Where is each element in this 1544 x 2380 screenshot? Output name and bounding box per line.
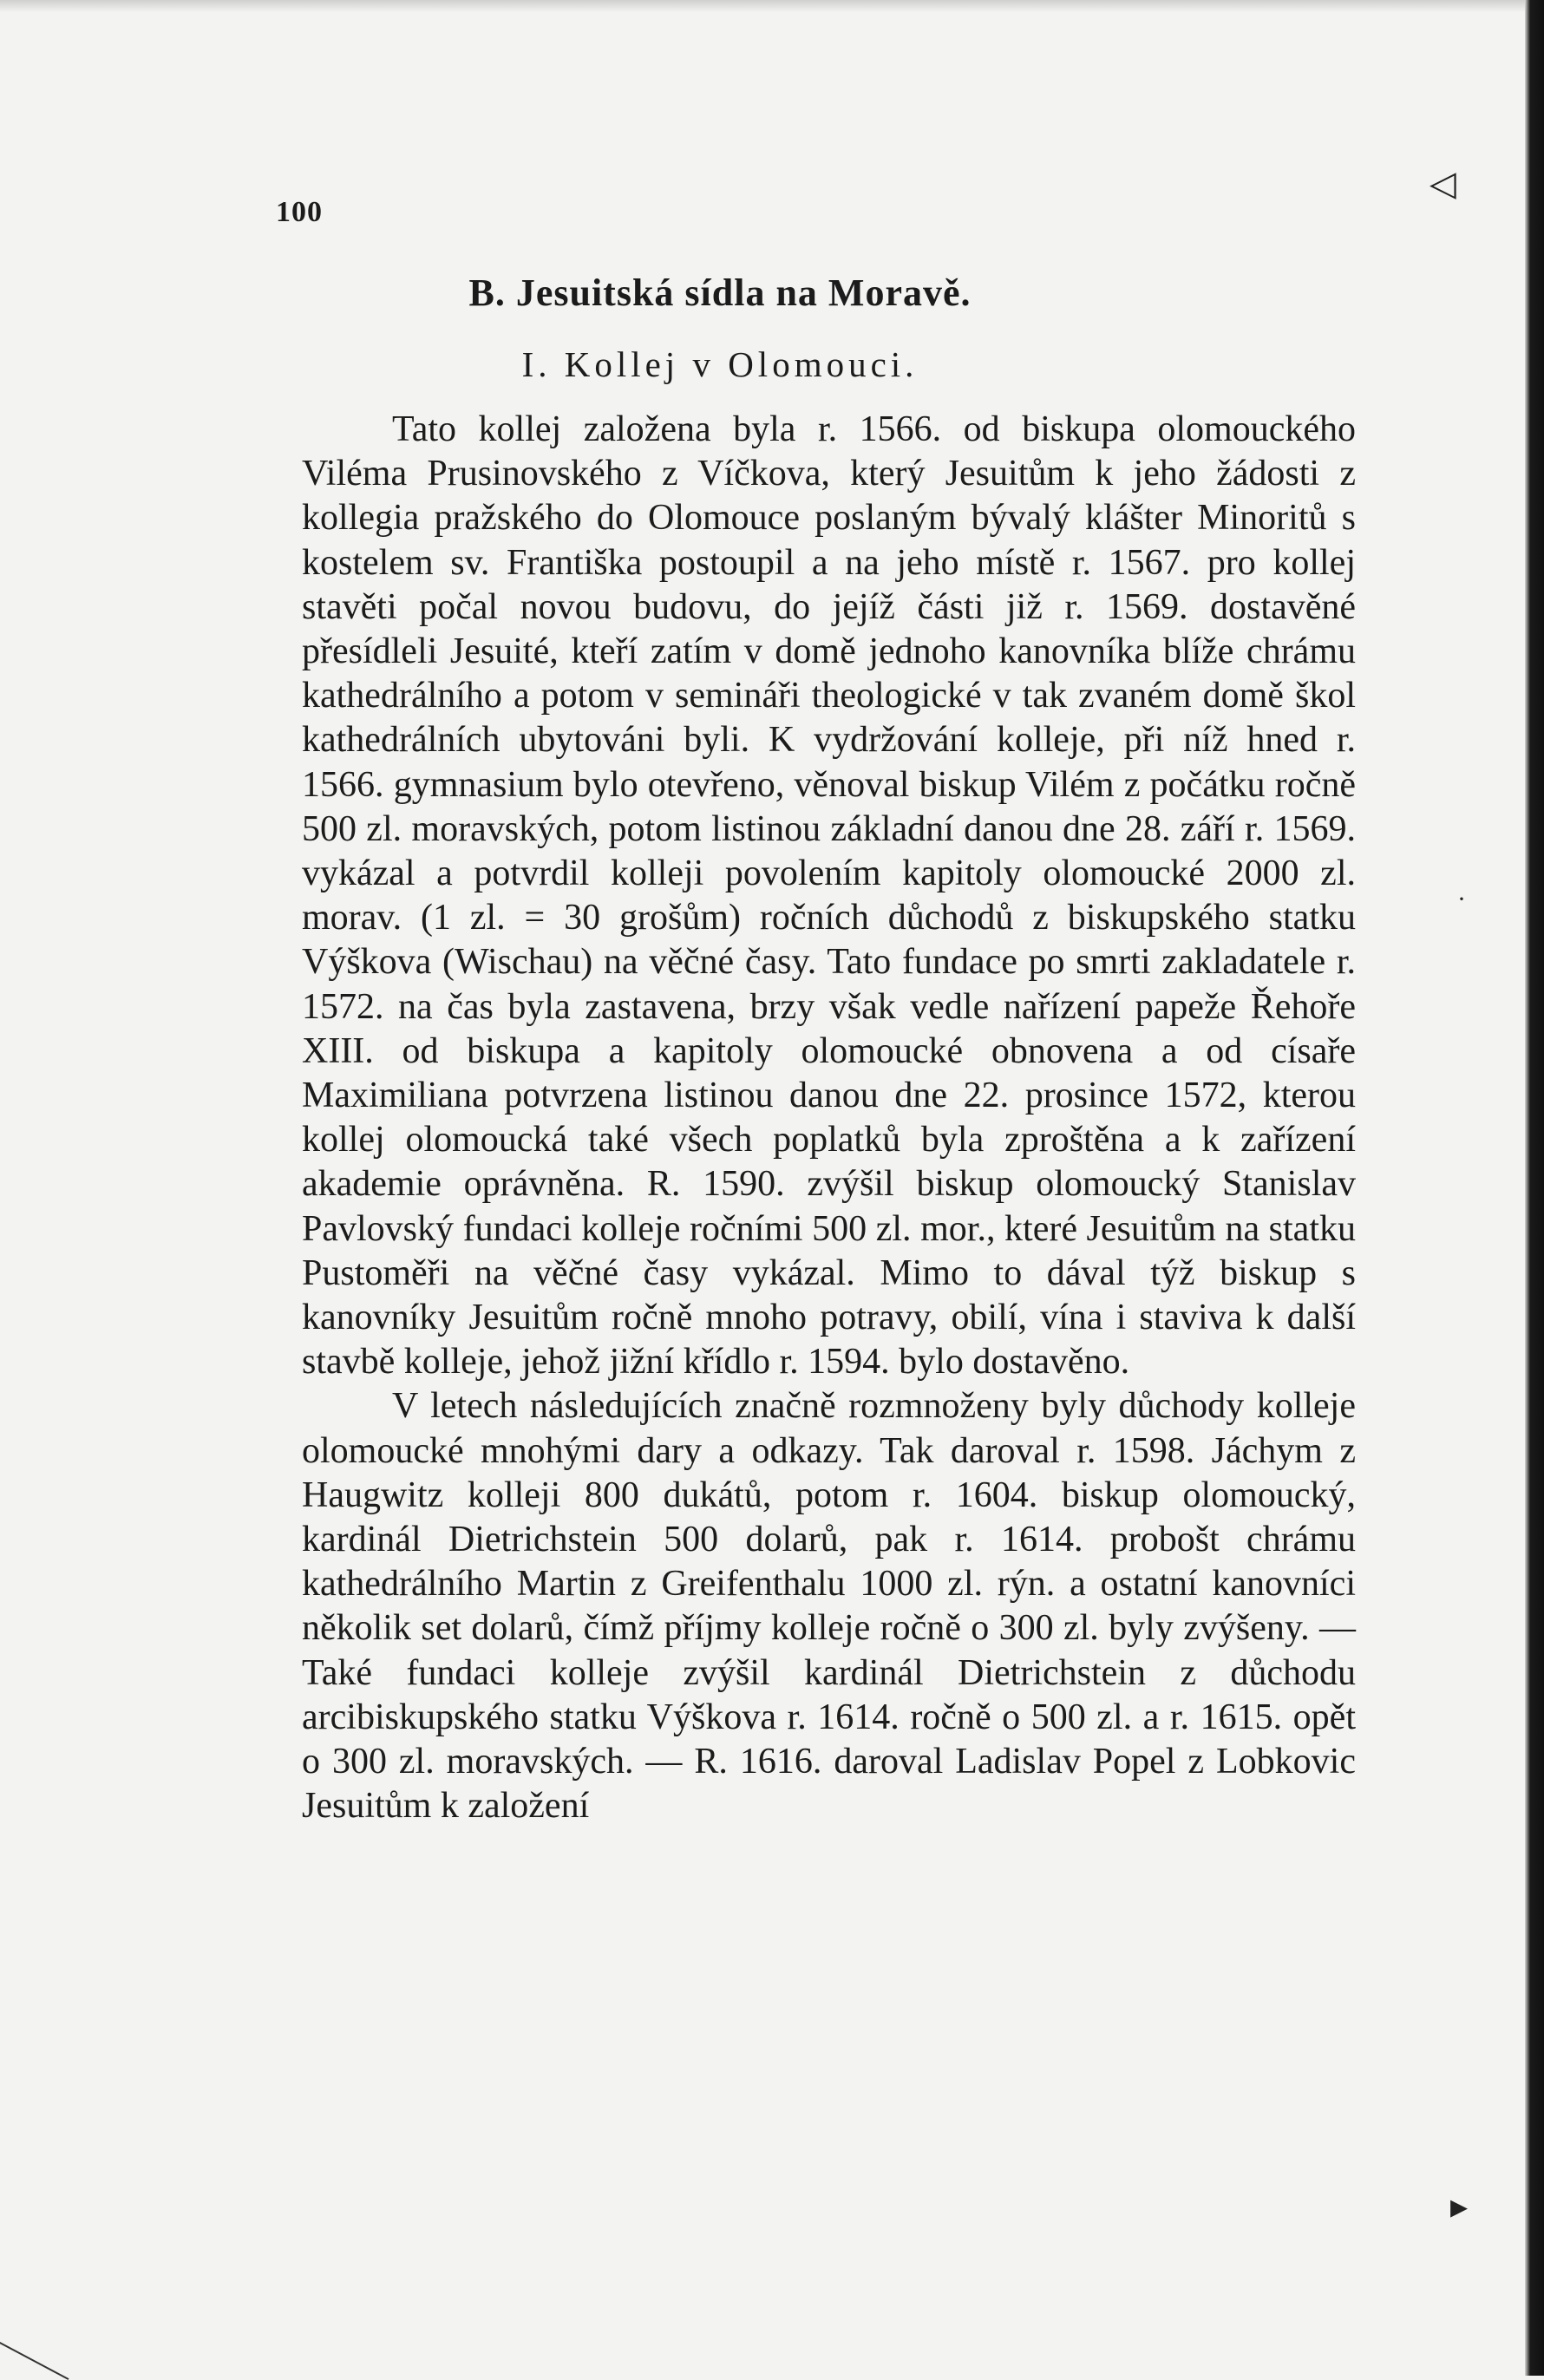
page-number: 100 [276,196,323,228]
margin-mark-pointer-icon: ▸ [1450,2187,1469,2226]
scan-right-edge [1525,0,1544,2376]
margin-mark-arrow-icon: ◁ [1430,164,1456,203]
paragraph-1: Tato kollej založena byla r. 1566. od biskupa olomouckého Viléma Prusinovského z Víčkova, který Jesuitům k jeho žádosti z kollegia pražského do Olomouce poslaným bývalý klášter Minoritů s kostelem sv. Františka postoupil a na jeho místě r. 1567. pro kollej stavěti počal novou budovu, do jejíž části již r. 1569. dostavěné přesídleli Jesuité, kteří zatím v domě jednoho kanovníka blíže chrámu kathedrálního a potom v semináři theologické v tak zvaném domě škol kathedrálních ubytováni byli. K vydržování kolleje, při níž hned r. 1566. gymnasium bylo otevřeno, věnoval biskup Vilém z počátku ročně 500 zl. moravských, potom listinou základní danou dne 28. září r. 1569. vykázal a potvrdil kolleji povolením kapitoly olomoucké 2000 zl. morav. (1 zl. = 30 grošům) ročních důchodů z biskupského statku Výškova (Wischau) na věčné časy. Tato fundace po smrti zakladatele r. 1572. na čas byla zastavena, brzy však vedle nařízení papeže Řehoře XIII. od biskupa a kapitoly olomoucké obnovena a od císaře Maximiliana potvrzena listinou danou dne 22. prosince 1572, kterou kollej olomoucká také všech poplatků byla zproštěna a k zařízení akademie oprávněna. R. 1590. zvýšil biskup olomoucký Stanislav Pavlovský fundaci kolleje ročními 500 zl. mor., které Jesuitům na statku Pustoměři na věčné časy vykázal. Mimo to dával týž biskup s kanovníky Jesuitům ročně mnoho potravy, obilí, vína i staviva k další stavbě kolleje, jehož jižní křídlo r. 1594. bylo dostavěno. [302,409,1356,1383]
section-title: B. Jesuitská sídla na Moravě. [468,271,972,314]
margin-mark-dot-icon: · [1457,885,1466,913]
paragraph-2: V letech následujících značně rozmnoženy byly důchody kolleje olomoucké mnohými dary a odkazy. Tak daroval r. 1598. Jáchym z Haugwitz kolleji 800 dukátů, potom r. 1604. biskup olomoucký, kardinál Dietrichstein 500 dolarů, pak r. 1614. probošt chrámu kathedrálního Martin z Greifenthalu 1000 zl. rýn. a ostatní kanovníci několik set dolarů, čímž příjmy kolleje ročně o 300 zl. byly zvýšeny. — Také fundaci kolleje zvýšil kardinál Dietrichstein z důchodu arcibiskupského statku Výškova r. 1614. ročně o 500 zl. a r. 1615. opět o 300 zl. moravských. — R. 1616. daroval Ladislav Popel z Lobkovic Jesuitům k založení [302,1386,1356,1827]
subsection-title: I. Kollej v Olomouci. [521,344,919,384]
body-text [302,408,1356,1829]
scan-top-edge [0,0,1544,12]
scan-corner-line [0,2342,69,2380]
